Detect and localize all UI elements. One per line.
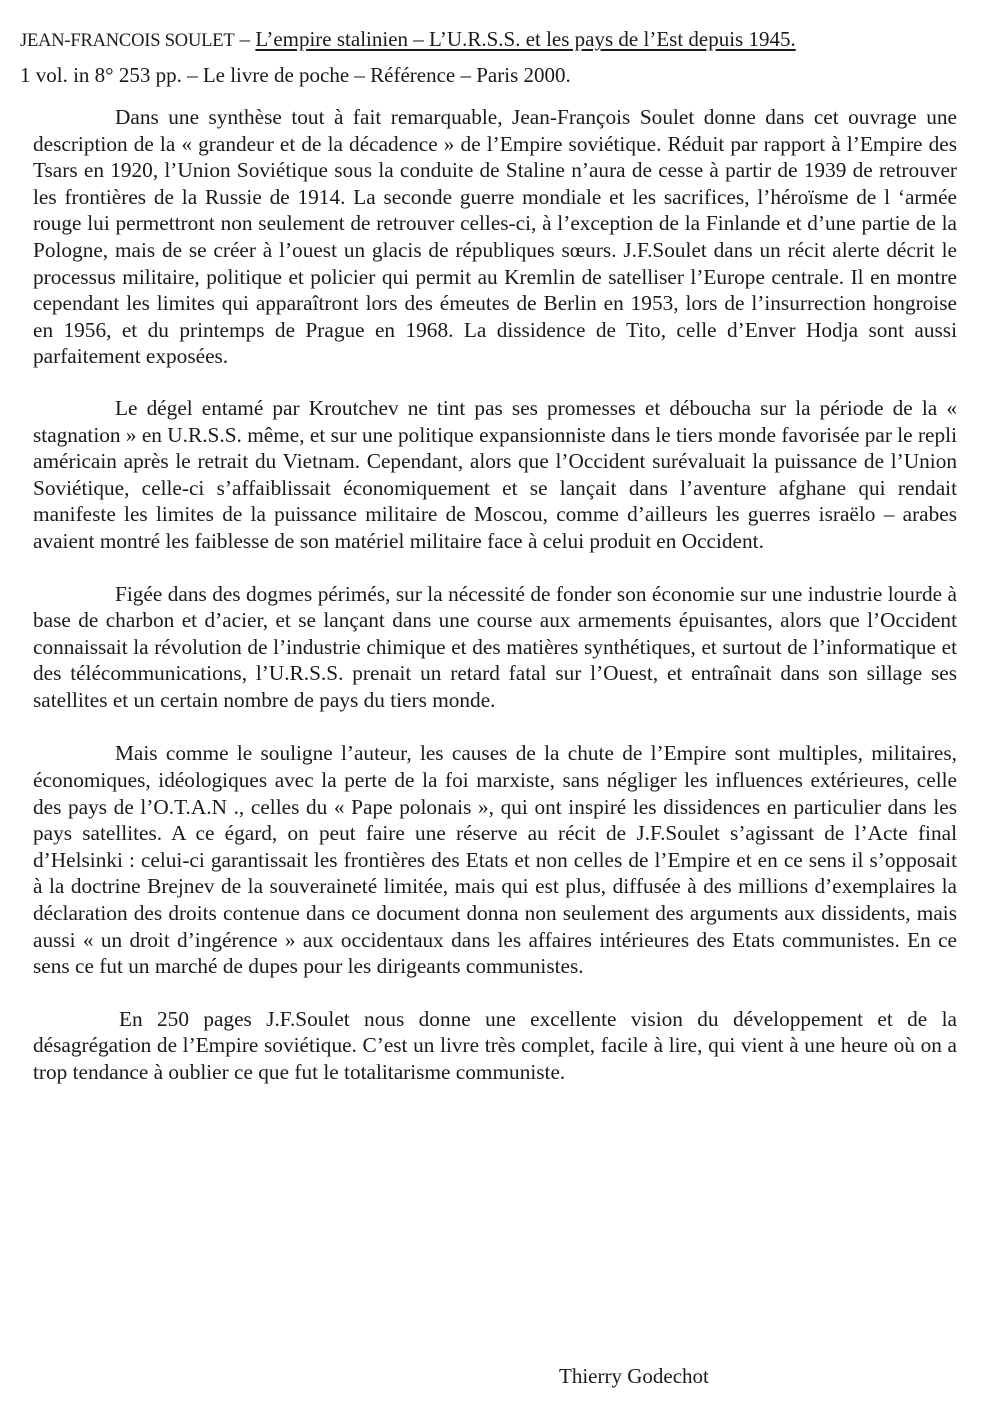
review-paragraph-2: Le dégel entamé par Kroutchev ne tint pas ses promesses et déboucha sur la période de la « stagnation » en U.R.S.S. même, et sur une politique expansionniste dans le tiers monde favorisée par le repli américain après le retrait du Vietnam. Cependant, alors que l’Occident surévaluait la puissance de l’Union Soviétique, celle-ci s’affaiblissait économiquement et se lançait dans l’aventure afghane qui rendait manifeste les limites de la puissance militaire de Moscou, comme d’ailleurs les guerres israëlo – arabes avaient montré les faiblesse de son matériel militaire face à celui produit en Occident. — [33, 395, 957, 553]
book-author: JEAN-FRANCOIS SOULET — [20, 31, 235, 51]
review-paragraph-4: Mais comme le souligne l’auteur, les causes de la chute de l’Empire sont multiples, militaires, économiques, idéologiques avec la perte de la foi marxiste, sans négliger les influences extérieures, celle des pays de l’O.T.A.N ., celles du « Pape polonais », qui ont inspiré les dissidences en particulier dans les pays satellites. A ce égard, on peut faire une réserve au récit de J.F.Soulet s’agissant de l’Acte final d’Helsinki : celui-ci garantissait les frontières des Etats et non celles de l’Empire et en ce sens il s’opposait à la doctrine Brejnev de la souveraineté limitée, mais qui est plus, diffusée à des millions d’exemplaires la déclaration des droits contenue dans ce document donna non seulement des arguments aux dissidents, mais aussi « un droit d’ingérence » aux occidentaux dans les affaires intérieures des Etats communistes. En ce sens ce fut un marché de dupes pour les dirigeants communistes. — [33, 741, 957, 979]
review-paragraph-5: En 250 pages J.F.Soulet nous donne une excellente vision du développement et de la désagrégation de l’Empire soviétique. C’est un livre très complet, facile à lire, qui vient à une heure où on a trop tendance à oublier ce que fut le totalitarisme communiste. — [33, 1006, 957, 1084]
book-title: L’empire stalinien – L’U.R.S.S. et les pays de l’Est depuis 1945. — [255, 27, 796, 51]
review-paragraph-1: Dans une synthèse tout à fait remarquable, Jean-François Soulet donne dans cet ouvrage une description de la « grandeur et de la décadence » de l’Empire soviétique. Réduit par rapport à l’Empire des Tsars en 1920, l’Union Soviétique sous la conduite de Staline n’aura de cesse à partir de 1939 de retrouver les frontières de la Russie de 1914. La seconde guerre mondiale et les sacrifices, l’héroïsme de l ‘armée rouge lui permettront non seulement de retrouver celles-ci, à l’exception de la Finlande et d’une partie de la Pologne, mais de se créer à l’ouest un glacis de républiques sœurs. J.F.Soulet dans un récit alerte décrit le processus militaire, politique et policier qui permit au Kremlin de satelliser l’Europe centrale. Il en montre cependant les limites qui apparaîtront lors des émeutes de Berlin en 1953, lors de l’insurrection hongroise en 1956, et du printemps de Prague en 1968. La dissidence de Tito, celle d’Enver Hodja sont aussi parfaitement exposées. — [33, 105, 957, 369]
book-publication-details: 1 vol. in 8° 253 pp. – Le livre de poche – Référence – Paris 2000. — [20, 63, 571, 87]
book-reference-header — [20, 22, 960, 92]
reviewer-signature: Thierry Godechot — [559, 1364, 709, 1388]
header-title-line — [20, 22, 960, 58]
review-paragraph-3: Figée dans des dogmes périmés, sur la nécessité de fonder son économie sur une industrie lourde à base de charbon et d’acier, et se lançant dans une course aux armements épuisantes, alors que l’Occident connaissait la révolution de l’industrie chimique et des matières synthétiques, et surtout de l’informatique et des télécommunications, l’U.R.S.S. prenait un retard fatal sur l’Ouest, et entraînait dans son sillage ses satellites et un certain nombre de pays du tiers monde. — [33, 581, 957, 712]
review-body — [33, 104, 957, 1086]
header-separator: – — [234, 27, 256, 51]
